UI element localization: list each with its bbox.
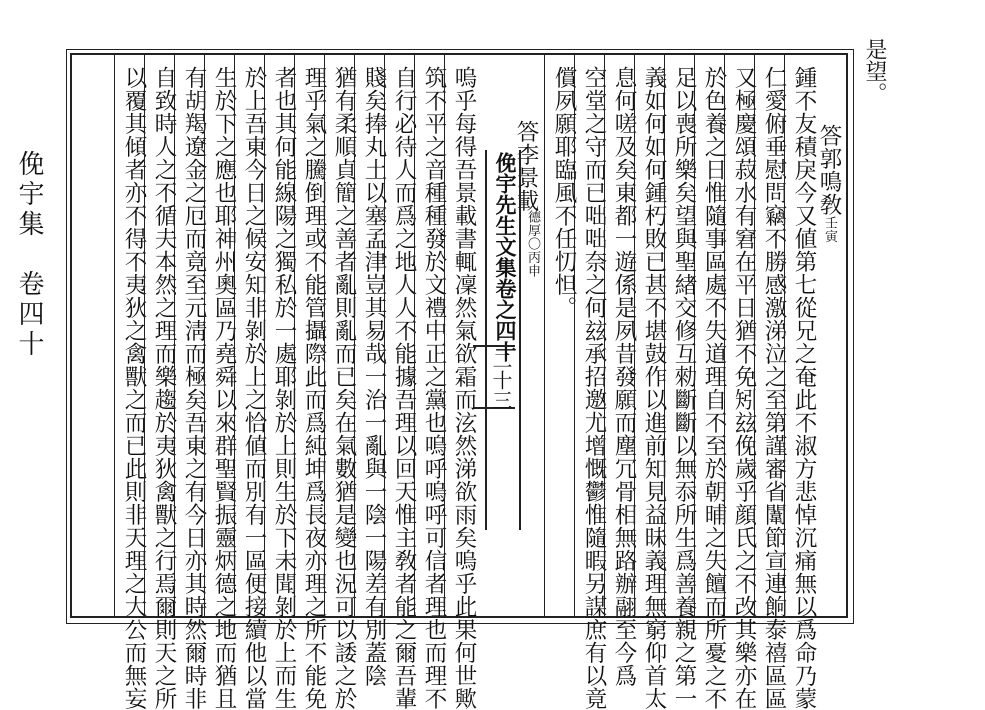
column-rule	[144, 53, 145, 618]
page-number: 二十三	[489, 350, 513, 410]
top-right-text: 是望。	[862, 38, 887, 104]
text-column: 理乎氣之騰倒理或不能管攝際此而爲純坤爲長夜亦理之所不能免	[301, 66, 327, 710]
text-column: 又極慶頌菽水有窘在平日猶不免矧玆俛歲乎顔氏之不改其樂亦在	[731, 66, 757, 710]
column-rule	[754, 53, 755, 618]
text-column: 有胡羯遼金之厄而竟至元淸而極矣吾東之有今日亦其時然爾時非	[181, 66, 207, 710]
letter-note-2: 德厚〇丙申	[525, 210, 540, 278]
column-rule	[444, 53, 445, 618]
book-title: 俛宇先生文集卷之四十	[493, 152, 518, 362]
column-rule	[604, 53, 605, 618]
text-column: 者也其何能線陽之獨私於一處耶剝於上則生於下未聞剝於上而生	[271, 66, 297, 710]
column-rule	[264, 53, 265, 618]
text-column: 筑不平之音種種發於文禮中正之黨也嗚呼嗚呼可信者理也而理不	[421, 66, 447, 710]
column-rule	[114, 53, 115, 618]
text-column: 猶有柔順貞簡之善者亂則亂而已矣在氣數猶是變也況可以諉之於	[331, 66, 357, 710]
text-column: 生於下之應也耶神州奧區乃堯舜以來群聖賢振靈炳德之地而猶且	[211, 66, 237, 710]
text-column: 鍾不友積戾今又値第七從兄之奄此不淑方悲悼沉痛無以爲命乃蒙	[791, 66, 817, 710]
text-column: 於上吾東今日之候安知非剝於上之恰値而別有一區便接續他以當	[241, 66, 267, 710]
text-column: 仁愛俯垂慰問竊不勝感激涕泣之至第謹審省闈節宣連餉泰禧區區	[761, 66, 787, 710]
letter-heading-1: 答郭鳴敎壬寅	[816, 124, 842, 243]
text-column: 義如何如何鍾朽敗已甚不堪鼓作以進前知見益昧義理無窮仰首太	[641, 66, 667, 710]
letter-heading-2: 答李景載	[513, 120, 539, 212]
text-column: 足以喪所樂矣望與聖緖交修互勑斷斷以無忝所生爲善養親之第一	[671, 66, 697, 710]
text-column: 嗚乎每得吾景載書輒凜然氣欲霜而泫然涕欲雨矣嗚乎此果何世歟	[451, 66, 477, 710]
column-rule	[354, 53, 355, 618]
text-column: 賤矣捧丸土以塞孟津豈其易哉一治一亂與一陰一陽差有別蓋陰	[361, 66, 387, 687]
column-rule	[204, 53, 205, 618]
text-column: 自致時人之不循夫本然之理而樂趨於夷狄禽獸之行焉爾則天之所	[151, 66, 177, 710]
text-column: 於色養之日惟隨事區處不失道理自不至於朝晡之失饘而所憂之不	[701, 66, 727, 710]
column-rule	[414, 53, 415, 618]
column-rule	[234, 53, 235, 618]
column-rule	[664, 53, 665, 618]
column-rule	[324, 53, 325, 618]
column-rule	[724, 53, 725, 618]
column-rule	[694, 53, 695, 618]
text-column: 息何嗟及矣東都一遊係是夙昔發願而塵冗骨相無路辦翮至今爲	[611, 66, 637, 687]
column-rule	[544, 53, 545, 618]
column-rule	[634, 53, 635, 618]
column-rule	[294, 53, 295, 618]
text-column: 空堂之守而已咄咄奈之何玆承招邀尤增慨鬱惟隨暇另謀庶有以竟	[581, 66, 607, 710]
column-rule	[574, 53, 575, 618]
text-column: 自行必待人而爲之地人人不能據吾理以回天惟主敎者能之爾吾輩	[391, 66, 417, 710]
column-rule	[384, 53, 385, 618]
side-title: 俛宇集 卷四十	[14, 150, 44, 360]
text-column: 償夙願耶臨風不任忉怛。	[551, 66, 577, 319]
column-rule	[784, 53, 785, 618]
text-column: 以覆其傾者亦不得不夷狄之禽獸之而已此則非天理之大公而無妄	[121, 66, 147, 710]
column-rule	[174, 53, 175, 618]
